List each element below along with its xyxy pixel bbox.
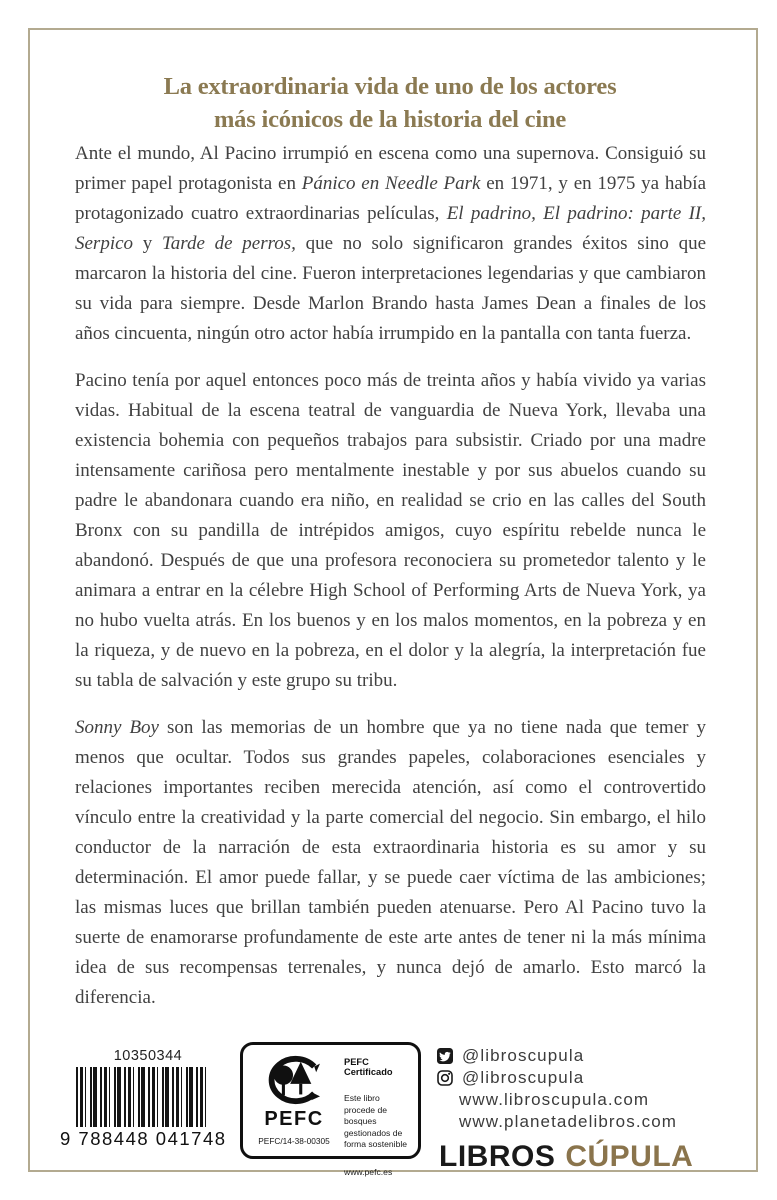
headline [75,70,705,136]
website-planetadelibros: www.planetadelibros.com [459,1112,678,1131]
publisher-logo-cupula: CÚPULA [565,1140,694,1173]
website-row-1 [437,1089,693,1111]
instagram-handle: @libroscupula [462,1068,585,1087]
twitter-handle: @libroscupula [462,1046,585,1065]
pefc-certification-box [240,1042,421,1177]
isbn-digits: 9 788448 041748 [60,1128,227,1149]
pefc-title: PEFC Certificado [344,1057,393,1077]
website-row-2 [437,1111,693,1133]
synopsis-paragraph-3: Sonny Boy son las memorias de un hombre que ya no tiene nada que temer y menos que ocultar. Todos sus grandes papeles, colaboraciones esenciales y relaciones importantes reciben merecida atención, así como el controvertido vínculo entre la creatividad y la parte comercial del negocio. Sin embargo, el hilo conductor de la narración de esta extraordinaria historia es su amor y su determinación. El amor puede fallar, y se puede caer víctima de las ambiciones; las mismas luces que brillan también pueden atenuarse. Pero Al Pacino tuvo la suerte de enamorarse profundamente de este arte antes de tener ni la más mínima idea de sus recompensas terrenales, y nunca dejó de amarlo. Esto marcó la diferencia. [75,717,706,1008]
pefc-url: www.pefc.es [344,1166,393,1177]
synopsis-text [75,139,706,1030]
pefc-trees-icon [265,1054,323,1106]
pefc-description: Este libro procede de bosques gestionados de forma sostenible [344,1093,408,1149]
headline-line1: La extraordinaria vida de uno de los actores [163,73,617,100]
barcode-block [60,1048,227,1150]
twitter-row [437,1045,693,1067]
pefc-logo-column [252,1054,336,1149]
pefc-wordmark: PEFC [264,1108,324,1130]
headline-line2: más icónicos de la historia del cine [213,106,567,133]
publisher-logo-libros: LIBROS [439,1140,556,1173]
synopsis-paragraph-2: Pacino tenía por aquel entonces poco más de treinta años y había vivido ya varias vidas. Habitual de la escena teatral de vanguardia de Nueva York, llevaba una existencia bohemia con pequeños trabajos para subsistir. Criado por una madre intensamente cariñosa pero mentalmente inestable y por sus abuelos cuando su padre le abandonara cuando era niño, en realidad se crio en las calles del South Bronx con su pandilla de intrépidos amigos, cuyo espíritu rebelde nunca le abandonó. Después de que una profesora reconociera su prometedor talento y le animara a entrar en la célebre High School of Performing Arts de Nueva York, ya no hubo vuelta atrás. En los buenos y en los malos momentos, en la pobreza y en la riqueza, y de nuevo en la pobreza, en el dolor y la alegría, la interpretación fue su tabla de salvación y este grupo su tribu. [75,370,706,691]
footer [60,1042,737,1177]
publisher-logo [437,1140,693,1174]
twitter-icon [437,1048,453,1064]
website-libroscupula: www.libroscupula.com [459,1090,650,1109]
synopsis-paragraph-1: Ante el mundo, Al Pacino irrumpió en escena como una supernova. Consiguió su primer papel protagonista en Pánico en Needle Park en 1971, y en 1975 ya había protagonizado cuatro extraordinarias películas, El padrino, El padrino: parte II, Serpico y Tarde de perros, que no solo significaron grandes éxitos sino que marcaron la historia del cine. Fueron interpretaciones legendarias y que cambiaron su vida para siempre. Desde Marlon Brando hasta James Dean a finales de los años cincuenta, ningún otro actor había irrumpido en la pantalla con tanta fuerza. [75,143,707,344]
product-code: 10350344 [113,1048,183,1064]
pefc-text-column [336,1054,410,1177]
instagram-icon [437,1070,453,1086]
instagram-row [437,1067,693,1089]
pefc-license-number: PEFC/14-38-00305 [258,1136,330,1146]
publisher-links-block [437,1042,693,1174]
